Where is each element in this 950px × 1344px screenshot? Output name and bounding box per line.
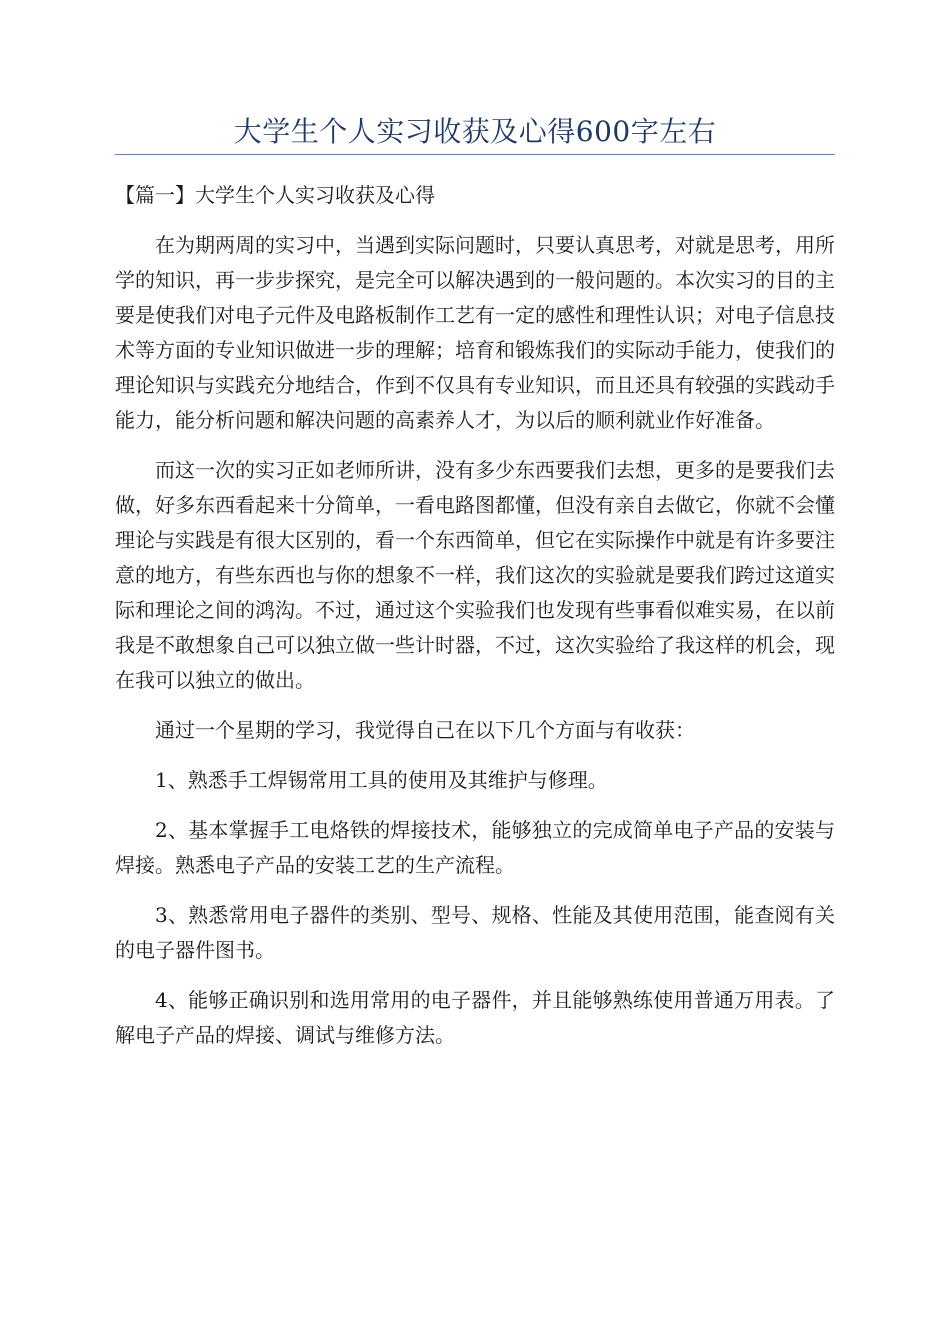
paragraph: 而这一次的实习正如老师所讲，没有多少东西要我们去想，更多的是要我们去做，好多东西看起来十分简单，一看电路图都懂，但没有亲自去做它，你就不会懂理论与实践是有很大区别的，看一个东西简单，但它在实际操作中就是有许多要注意的地方，有些东西也与你的想象不一样，我们这次的实验就是要我们跨过这道实际和理论之间的鸿沟。不过，通过这个实验我们也发现有些事看似难实易，在以前我是不敢想象自己可以独立做一些计时器，不过，这次实验给了我这样的机会，现在我可以独立的做出。 — [115, 458, 835, 692]
document-body — [115, 178, 835, 1068]
list-item: 1、熟悉手工焊锡常用工具的使用及其维护与修理。 — [155, 768, 608, 792]
paragraph: 在为期两周的实习中，当遇到实际问题时，只要认真思考，对就是思考，用所学的知识，再一步步探究，是完全可以解决遇到的一般问题的。本次实习的目的主要是使我们对电子元件及电路板制作工艺有一定的感性和理性认识；对电子信息技术等方面的专业知识做进一步的理解；培育和锻炼我们的实际动手能力，使我们的理论知识与实践充分地结合，作到不仅具有专业知识，而且还具有较强的实践动手能力，能分析问题和解决问题的高素养人才，为以后的顺利就业作好准备。 — [115, 233, 835, 432]
paragraph: 通过一个星期的学习，我觉得自己在以下几个方面与有收获： — [155, 718, 695, 742]
list-item: 3、熟悉常用电子器件的类别、型号、规格、性能及其使用范围，能查阅有关的电子器件图书。 — [115, 903, 835, 962]
title-divider — [115, 154, 835, 155]
list-item: 4、能够正确识别和选用常用的电子器件，并且能够熟练使用普通万用表。了解电子产品的焊接、调试与维修方法。 — [115, 988, 835, 1047]
page-title: 大学生个人实习收获及心得600字左右 — [233, 115, 717, 148]
list-item: 2、基本掌握手工电烙铁的焊接技术，能够独立的完成简单电子产品的安装与焊接。熟悉电子产品的安装工艺的生产流程。 — [115, 818, 835, 877]
section-heading: 【篇一】大学生个人实习收获及心得 — [115, 183, 435, 207]
